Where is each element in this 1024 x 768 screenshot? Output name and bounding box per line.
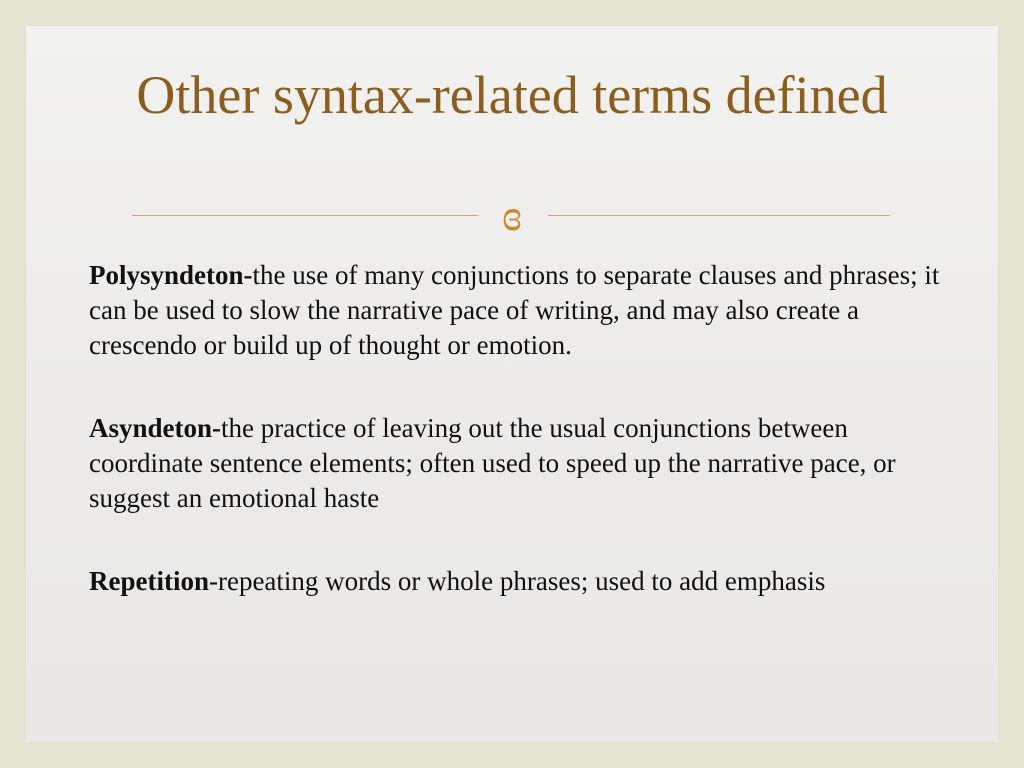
divider-left <box>132 215 478 216</box>
terms-list <box>89 258 949 647</box>
term-definition: the practice of leaving out the usual conjunctions between coordinate sentence elements; often used to speed up the narrative pace, or suggest an emotional haste <box>89 413 896 513</box>
divider-right <box>548 215 890 216</box>
term-definition: -repeating words or whole phrases; used to add emphasis <box>208 566 826 596</box>
term-name: Asyndeton- <box>89 413 222 443</box>
slide <box>26 26 998 742</box>
term-name: Repetition <box>89 566 209 596</box>
term-polysyndeton <box>89 258 949 363</box>
flourish-ornament-icon: ɞ <box>502 191 522 240</box>
term-asyndeton <box>89 411 949 516</box>
slide-title: Other syntax-related terms defined <box>136 65 888 125</box>
term-name: Polysyndeton- <box>89 260 253 290</box>
term-definition: the use of many conjunctions to separate clauses and phrases; it can be used to slow the narrative pace of writing, and may also create a crescendo or build up of thought or emotion. <box>89 260 940 360</box>
term-repetition <box>89 564 949 599</box>
